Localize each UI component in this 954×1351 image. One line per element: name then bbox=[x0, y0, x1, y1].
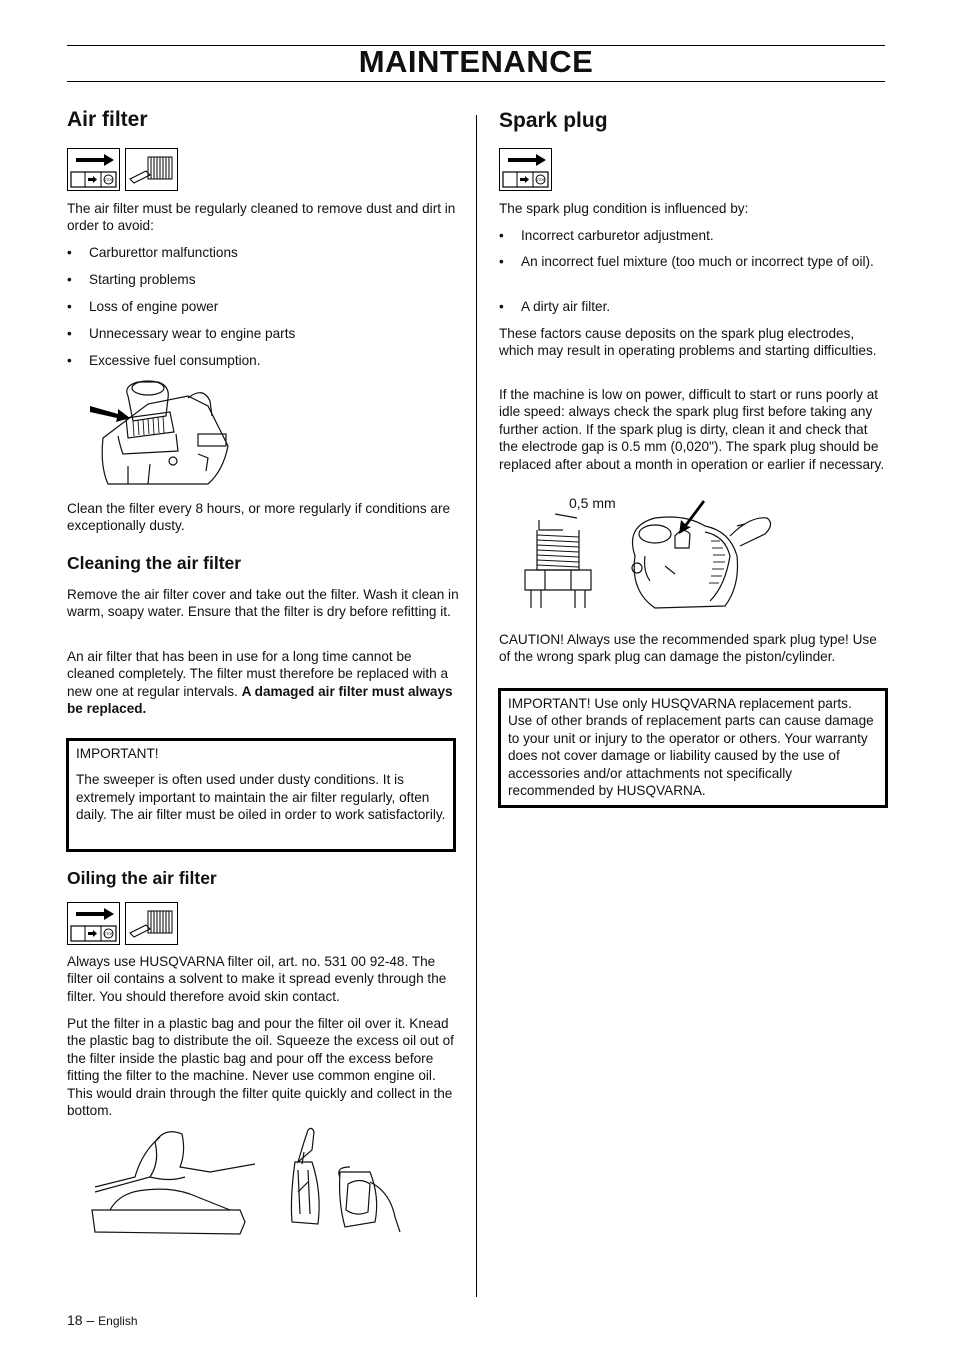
svg-text:STOP: STOP bbox=[535, 178, 546, 182]
important-box-air-filter bbox=[66, 738, 456, 852]
svg-text:STOP: STOP bbox=[103, 178, 114, 182]
stop-switch-icon bbox=[67, 148, 120, 191]
stop-switch-icon bbox=[67, 902, 120, 945]
svg-text:STOP: STOP bbox=[103, 932, 114, 936]
spark-plug-caution: CAUTION! Always use the recommended spark plug type! Use of the wrong spark plug can damage the piston/cylinder. bbox=[499, 632, 877, 665]
spark-plug-gap-label: 0,5 mm bbox=[569, 495, 616, 511]
air-filter-heading: Air filter bbox=[67, 108, 148, 131]
brush-icon bbox=[125, 902, 178, 945]
spark-plug-heading: Spark plug bbox=[499, 109, 608, 132]
maintenance-symbols bbox=[67, 148, 179, 192]
spark-plug-paragraph-2: If the machine is low on power, difficult to start or runs poorly at idle speed: always check the spark plug first before taking any further action. If the spark plug is dirty, clean it and check that the electrode gap is 0.5 mm (0,020"). The spark plug should be replaced after about a month in operation or earlier if necessary. bbox=[499, 387, 885, 472]
page-footer bbox=[67, 1312, 138, 1328]
spark-plug-illustration bbox=[515, 496, 777, 614]
spark-plug-intro: The spark plug condition is influenced by: bbox=[499, 201, 749, 216]
oiling-paragraph-1: Always use HUSQVARNA filter oil, art. no. 531 00 92-48. The filter oil contains a solvent to make it spread evenly through the filter. You should therefore avoid skin contact. bbox=[67, 954, 447, 1004]
footer-language: English bbox=[98, 1314, 138, 1328]
cleaning-warning-bold: A damaged air filter must always be replaced. bbox=[67, 683, 453, 717]
important-box-parts bbox=[498, 688, 888, 808]
air-filter-clean-text: Clean the filter every 8 hours, or more regularly if conditions are exceptionally dusty. bbox=[67, 501, 451, 534]
brush-icon bbox=[125, 148, 178, 191]
cleaning-paragraph-1: Remove the air filter cover and take out the filter. Wash it clean in warm, soapy water. Ensure that the filter is dry before refitting it. bbox=[67, 587, 459, 620]
oiling-heading: Oiling the air filter bbox=[67, 868, 217, 888]
spark-plug-paragraph-1: These factors cause deposits on the spark plug electrodes, which may result in operating problems and starting difficulties. bbox=[499, 326, 877, 359]
page-title: MAINTENANCE bbox=[358, 44, 594, 79]
oiling-illustration bbox=[90, 1122, 410, 1240]
maintenance-symbols bbox=[67, 902, 179, 946]
header-rule-bottom bbox=[67, 81, 885, 82]
cleaning-heading: Cleaning the air filter bbox=[67, 553, 242, 573]
column-divider bbox=[476, 115, 477, 1297]
page-number: 18 bbox=[67, 1312, 83, 1328]
air-filter-illustration bbox=[88, 376, 238, 488]
footer-dash: – bbox=[86, 1312, 95, 1328]
air-filter-intro: The air filter must be regularly cleaned to remove dust and dirt in order to avoid: bbox=[67, 201, 456, 234]
important-text: The sweeper is often used under dusty conditions. It is extremely important to maintain the air filter regularly, often daily. The air filter must be oiled in order to work satisfactorily. bbox=[76, 772, 446, 823]
oiling-paragraph-2: Put the filter in a plastic bag and pour the filter oil over it. Knead the plastic bag to distribute the oil. Squeeze the excess oil out of the filter inside the plastic bag and pour off the excess before fitting the filter to the machine. Never use common engine oil. This would drain through the filter quite quickly and collect in the bottom. bbox=[67, 1016, 454, 1119]
important-parts-text: IMPORTANT! Use only HUSQVARNA replacement parts. Use of other brands of replacement parts can cause damage to your unit or injury to the operator or others. Your warranty does not cover damage or liability caused by the use of accessories and/or attachments not specifically recommended by HUSQVARNA. bbox=[508, 696, 874, 799]
stop-switch-icon bbox=[499, 148, 552, 191]
cleaning-paragraph-2: An air filter that has been in use for a long time cannot be cleaned completely. The filter must therefore be replaced with a new one at regular intervals. A damaged air filter must always be replaced. bbox=[67, 649, 453, 717]
important-label: IMPORTANT! bbox=[76, 746, 159, 761]
